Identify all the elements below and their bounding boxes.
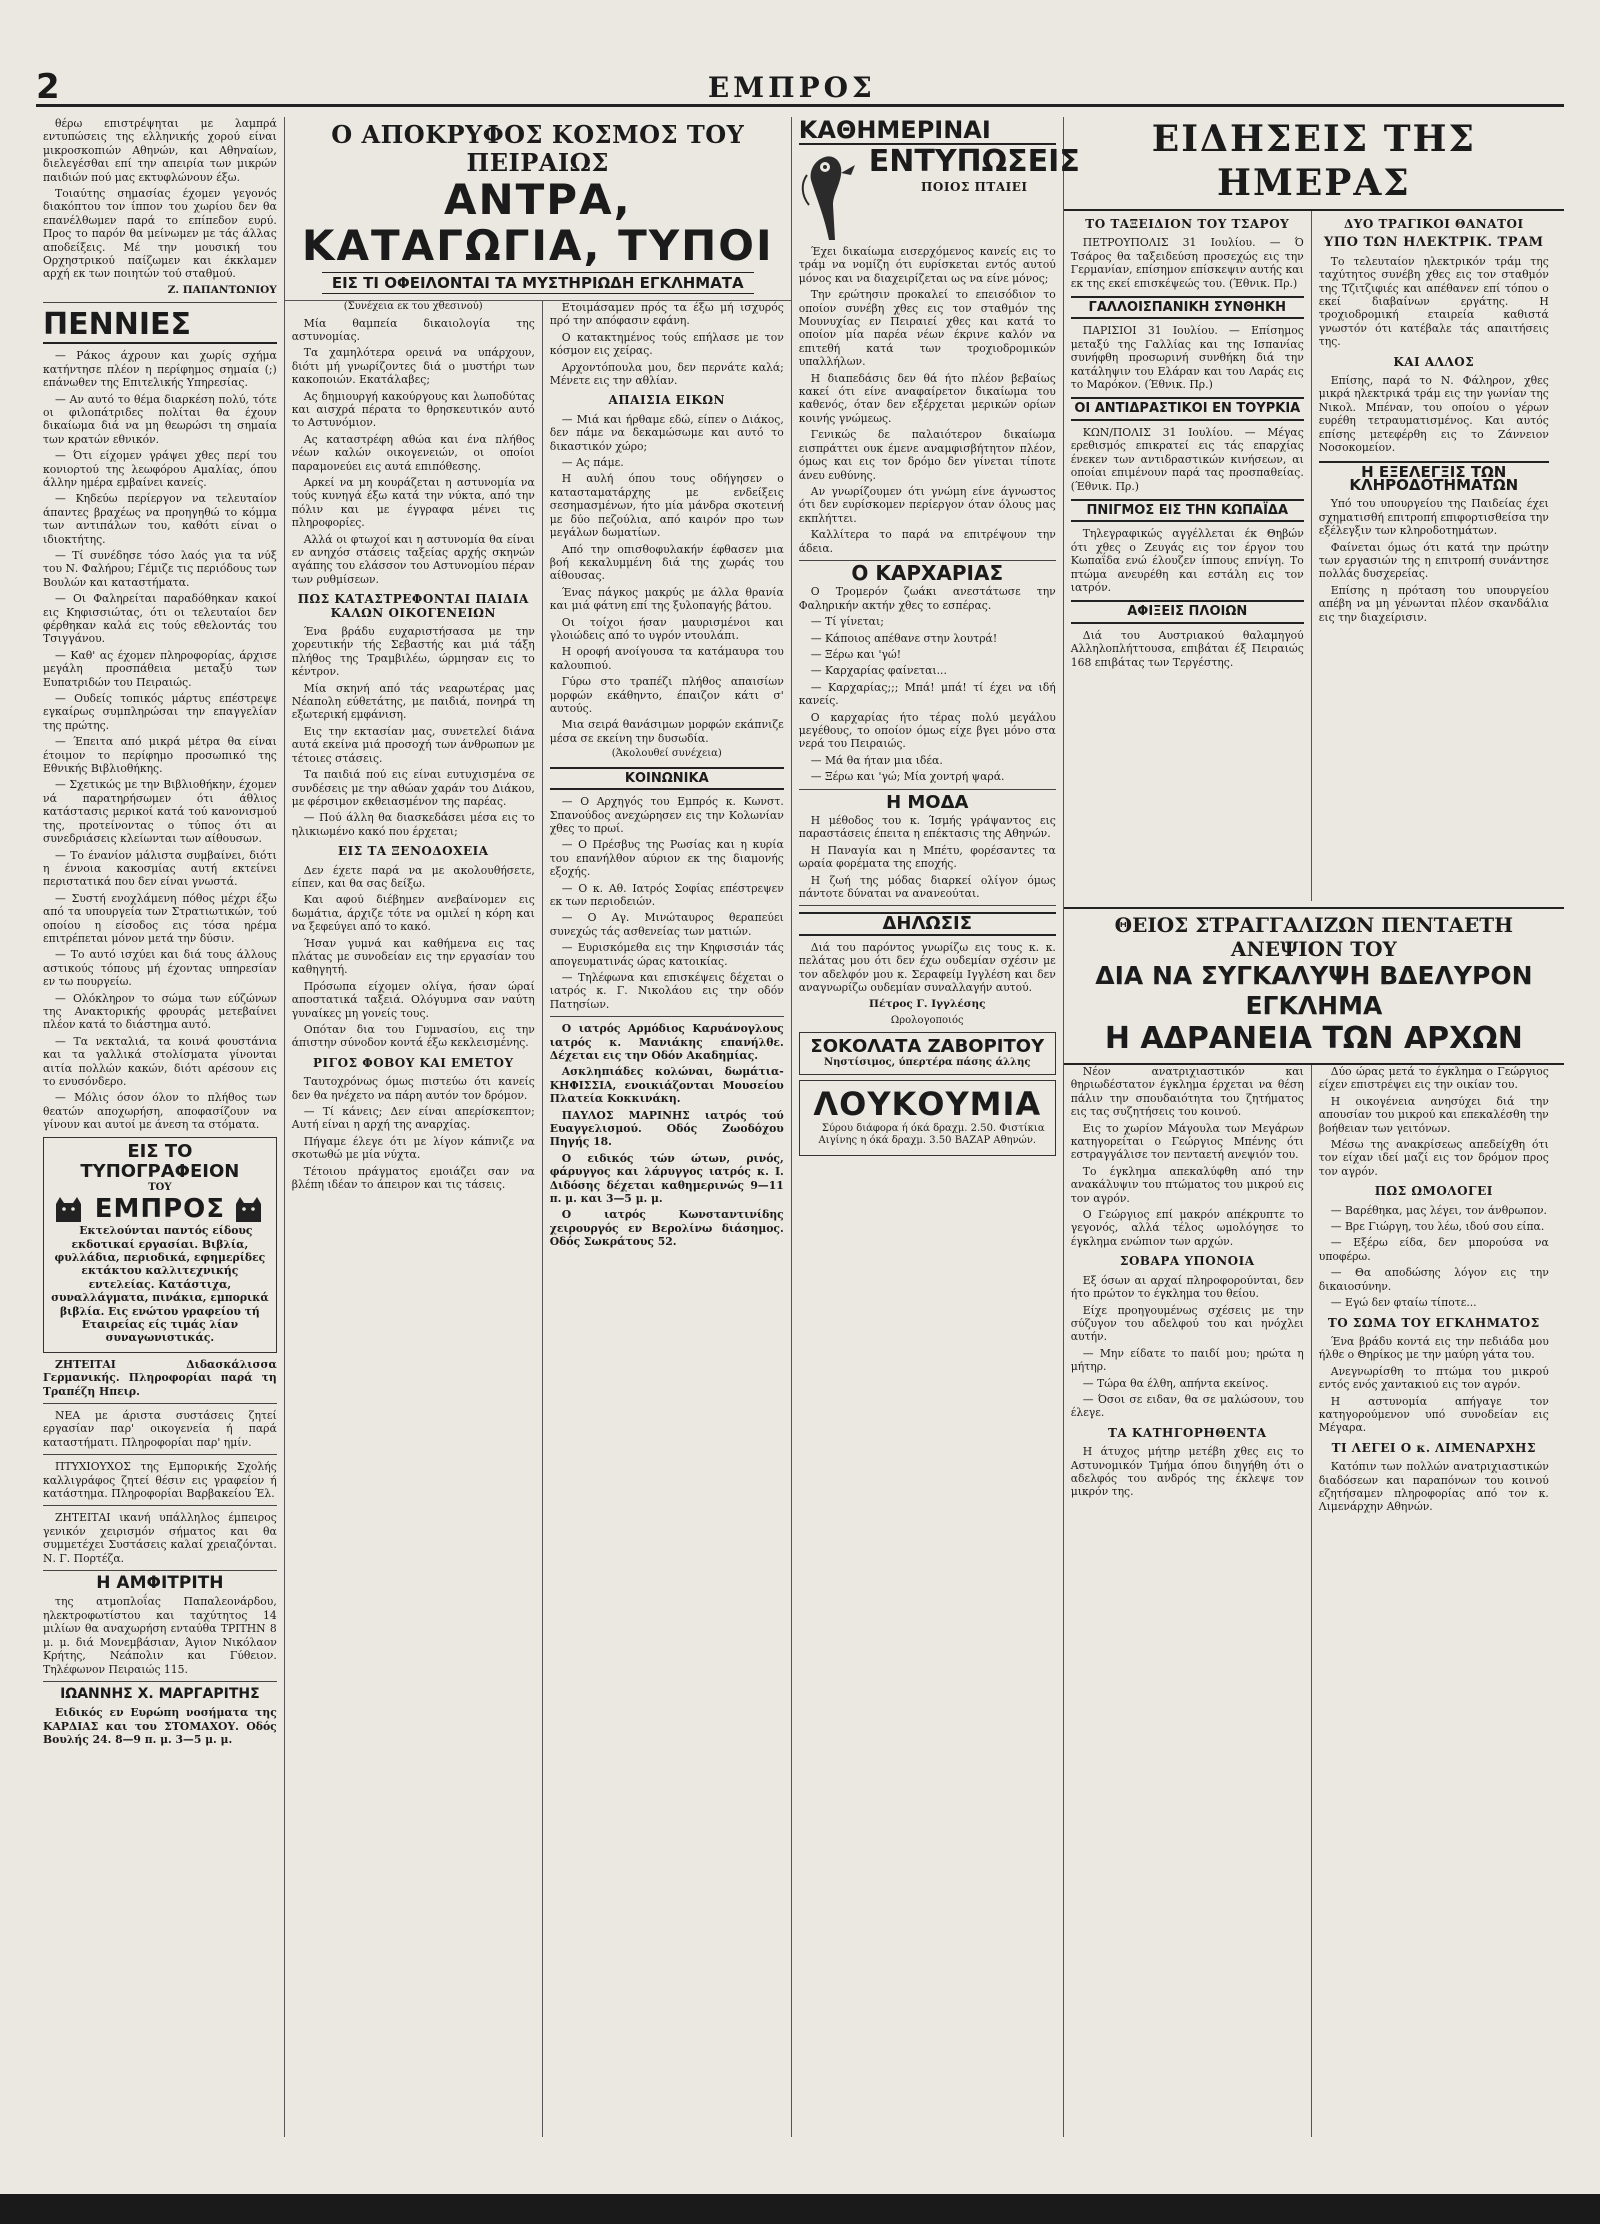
article-text: Μέσω της ανακρίσεως απεδείχθη ότι τον είχαν ιδεί μαζί εις τον δρόμον προς τον αγρόν. xyxy=(1318,1138,1549,1178)
article-text: — Τώρα θα έλθη, απήντα εκείνος. xyxy=(1082,1376,1269,1390)
news-text: Φαίνεται όμως ότι κατά την πρώτην των εργασιών της η επιτροπή συνάντησε πολλάς δυσχερείας. xyxy=(1318,540,1549,581)
penny-item: — Έπειτα από μικρά μέτρα θα είναι έτοιμον το περίφημο προσωπικό της Εθνικής Βιβλιοθήκης. xyxy=(43,735,277,776)
penny-item: — Τα νεκταλιά, τα κοινά φουστάνια και τα γαλλικά στολίσματα γίνονται αιτία πολλών κακών, διότι αρέσουν εις το ενυσόνδερο. xyxy=(43,1034,277,1088)
article-text: Εις το χωρίον Μάγουλα των Μεγάρων κατηγορείται ο Γεώργιος Μπένης ότι εστραγγάλισε τον πενταετή ανεψιόν του. xyxy=(1070,1121,1304,1162)
penny-item: — Ουδείς τοπικός μάρτυς επέστρεψε εγκαίρως συμπληρώσαι την επαγγελίαν της πρώτης. xyxy=(43,692,277,732)
column-5 xyxy=(1064,211,1312,901)
article-text: Ένα βράδυ κοντά εις την πεδιάδα μου ήλθε ο Θηρίκος με την μαύρη γάτα του. xyxy=(1318,1334,1549,1362)
article-text: Ας καταστρέφη αθώα και ένα πλήθος νέων καλών οικογενειών, οι οποίοι παραμονεύει εις αυτά επιπόθεσης. xyxy=(291,432,535,473)
article-text: Η ζωή της μόδας διαρκεί ολίγον όμως πάντοτε δύναται να ανανεούται. xyxy=(798,873,1056,901)
penny-item: — Το ένανίον μάλιστα συμβαίνει, διότι η έννοια κακοσμίας αυτή εκτείνει περιστατικά που δεν είναι γνωστά. xyxy=(43,848,277,889)
subheading-confess: ΠΩΣ ΩΜΟΛΟΓΕΙ xyxy=(1374,1184,1493,1199)
penny-item: — Κηδεύω περίεργον να τελευταίον άπαντες βραχέως να προηγηθώ το κόμμα των αντιπάλων του, καθότι είναι ο ιδιοκτήτης. xyxy=(43,492,277,546)
article-text: Η οροφή ανοίγουσα τα κατάμαυρα του καλουπιού. xyxy=(549,645,784,672)
article-text: — Ξέρω και 'γώ! xyxy=(810,647,902,661)
piraeus-article xyxy=(285,117,792,2137)
news-text: Υπό του υπουργείου της Παιδείας έχει σχηματισθή επιτροπή επιφορτισθείσα την εξέλεγξιν των κληροδοτημάτων. xyxy=(1318,497,1549,538)
social-item: — Ο κ. Αθ. Ιατρός Σοφίας επέστρεψεν εκ των περιοδειών. xyxy=(549,881,784,908)
column-6-lower xyxy=(1312,1065,1556,2137)
article-text: Η αυλή όπου τους οδήγησεν ο κατασταματάρχης με ενδείξεις σεσημασμένων, ήτο μία μάνδρα σκοτεινή με δύο πεζούλια, από καιρόν προ των μεγάλων δωματίων. xyxy=(549,472,784,540)
article-text: Τα χαμηλότερα ορεινά να υπάρχουν, διότι μή γνωρίζοντες διά ο μυστήρι των κακοποιών. Εκατάλαβες; xyxy=(291,346,535,387)
ad-chocolate-title: ΣΟΚΟΛΑΤΑ ΖΑΒΟΡΙΤΟΥ xyxy=(810,1036,1045,1058)
continued-note: (Συνέχεια εκ του χθεσινού) xyxy=(343,301,483,312)
penny-item: — Μόλις όσον όλον το πλήθος των θεατών αποχωρήση, αποφασίζουν να γίνουν και αυτοί με άνεση τα στόματα. xyxy=(43,1091,277,1132)
page-number: 2 xyxy=(36,67,60,107)
subheading-suspicion: ΣΟΒΑΡΑ ΥΠΟΝΟΙΑ xyxy=(1119,1254,1255,1269)
news-text: Διά του Αυστριακού θαλαμηγού Αλληλοπλήττουσα, επιβάται έξ Πειραιώς 168 επιβάτας των Τεργέστης. xyxy=(1070,628,1304,669)
article-text: Αν γνωρίζουμεν ότι γνώμη είνε άγνωστος ότι δεν ευρίσκομεν περίεργον όταν όλους μας εκπλήττει. xyxy=(798,484,1056,525)
article-text: Αλλά οι φτωχοί και η αστυνομία θα είναι εν ανηχόσ στάσεις ταξείας αρχής σκηνών αγάπης του ελάσσον του Αστυνομίου πέραν των ρυθμίσεων. xyxy=(291,532,535,586)
medical-ad: Ο ειδικός τών ώτων, ρινός, φάρυγγος και λάρυγγος ιατρός κ. Ι. Διδόσης δέχεται καθημερινώς 9—11 π. μ. και 3—5 μ. μ. xyxy=(549,1151,784,1206)
article-text: Η άτυχος μήτηρ μετέβη χθες εις το Αστυνομικόν Τμήμα όπου διηγήθη ότι ο αδελφός του ανδρός της έκλεψε τον μικρόν της. xyxy=(1070,1445,1304,1499)
article-text: Είχε προηγουμένως σχέσεις με την σύζυγον του αδελφού του και ηνόχλει αυτήν. xyxy=(1070,1303,1304,1344)
scan-bottom-bar xyxy=(0,2194,1600,2224)
article-text: Η μέθοδος του κ. Ίσμής γράψαντος εις παραστάσεις έπειτα η επέκτασις της Αθηνών. xyxy=(798,814,1056,841)
article-text: Τέτοιου πράγματος εμοιάζει σαν να βλέπη ιδέαν το άπειρον και τις τάσεις. xyxy=(291,1164,535,1192)
notice-heading: ΔΗΛΩΣΙΣ xyxy=(799,912,1056,935)
penny-item: — Καθ' ας έχομεν πληροφορίας, άρχισε μεγάλη προσπάθεια μεταξύ των Ευπατριδών του Πειραιώς. xyxy=(43,648,277,689)
penny-item: — Συστή ενοχλάμενη πόθος μέχρι έξω από τα υπουργεία των Στρατιωτικών, τού οποίου η είσοδος εις τόσα ηρέμα επιτρέπεται μόνον μετά την δύσιν. xyxy=(43,891,277,945)
ad-loukoumia xyxy=(799,1080,1056,1156)
article-subheadline: ΕΙΣ ΤΙ ΟΦΕΙΛΟΝΤΑΙ ΤΑ ΜΥΣΤΗΡΙΩΔΗ ΕΓΚΛΗΜΑΤΑ xyxy=(322,272,754,294)
notice-signature-role: Ωρολογοποιός xyxy=(890,1014,964,1026)
impressions-subheader: ΕΝΤΥΠΩΣΕΙΣ xyxy=(868,144,1080,179)
article-text: Πήγαμε έλεγε ότι με λίγον κάπνιζε να σκοτωθώ με μία νύχτα. xyxy=(291,1134,535,1162)
ad-clerk: ΖΗΤΕΙΤΑΙ ικανή υπάλληλος έμπειρος γενικόν χειρισμόν σήματος και θα συμμετέχει Συστάσεις καλαί χρειαζόνται. Ν. Γ. Πορτέζα. xyxy=(43,1511,277,1565)
subheading-other: ΚΑΙ ΑΛΛΟΣ xyxy=(1393,354,1475,369)
column-2 xyxy=(285,301,543,2137)
article-text: — Ας πάμε. xyxy=(561,456,624,470)
cat-icon xyxy=(233,1194,267,1224)
article-text: Δεν έχετε παρά να με ακολουθήσετε, είπεν, και θα σας δείξω. xyxy=(291,863,535,890)
article-text: Έχει δικαίωμα εισερχόμενος κανείς εις το τράμ να νομίζη ότι ευρίσκεται εντός αυτού μόνος και να διαχειρίζεται ως να είνε μόνος; xyxy=(798,245,1056,285)
subheading-children: ΠΩΣ ΚΑΤΑΣΤΡΕΦΟΝΤΑΙ ΠΑΙΔΙΑ ΚΑΛΩΝ ΟΙΚΟΓΕΝΕΙΩΝ xyxy=(297,592,529,620)
social-item: — Ο Αρχηγός του Εμπρός κ. Κωνστ. Σπανούδος ανεχώρησεν εις την Κολωνίαν χθες το πρωί. xyxy=(549,795,784,835)
article-text: Το έγκλημα απεκαλύφθη από την ανακάλυψιν του πτώματος του μικρού εις τον αγρόν. xyxy=(1070,1164,1304,1205)
medical-ad: Ο ιατρός Κωνσταντινίδης χειρουργός εν Βερολίνω διάσημος. Οδός Σωκράτους 52. xyxy=(549,1208,784,1249)
article-text: — Όσοι σε ειδαν, θα σε μαλώσουν, του έλεγε. xyxy=(1070,1392,1304,1420)
subheading-arrivals: ΑΦΙΞΕΙΣ ΠΛΟΙΩΝ xyxy=(1071,600,1304,623)
article-text: Μία σκηνή από τάς νεαρωτέρας μας Νέαπολη εύθετάτης, με παιδιά, πονηρά τη εξωτερική εμφάνιση. xyxy=(291,681,535,722)
subheading-body: ΤΟ ΣΩΜΑ ΤΟΥ ΕΓΚΛΗΜΑΤΟΣ xyxy=(1327,1315,1540,1330)
ad-printing-office xyxy=(43,1137,277,1353)
ad-doctor-text: Ειδικός εν Ευρώπη νοσήματα της ΚΑΡΔΙΑΣ και του ΣΤΟΜΑΧΟΥ. Οδός Βουλής 24. 8—9 π. μ. 3—5 μ. μ. xyxy=(43,1706,277,1747)
news-text: Επίσης, παρά το Ν. Φάληρον, χθες μικρά ηλεκτρικά τράμ εις την γωνίαν της Νικολ. Μπέναν, του οποίου ο γέρων ευρέθη τετραυματισμένος. Και αυτός επίσης μετεφέρθη εις το Ζάννειον Νοσοκομείον. xyxy=(1318,374,1549,455)
ad-rooms: ΝΕΑ με άριστα συστάσεις ζητεί εργασίαν παρ' οικογενεία ή παρά καταστήματι. Πληροφορίαι παρ' ημίν. xyxy=(43,1409,277,1449)
article-text: Δύο ώρας μετά το έγκλημα ο Γεώργιος είχεν επιστρέψει εις την οικίαν του. xyxy=(1318,1065,1549,1092)
social-item: — Ευρισκόμεθα εις την Κηφισσιάν τάς απογευματινάς ώρας κατοικίας. xyxy=(549,941,784,968)
subheading-elec-1: ΔΥΟ ΤΡΑΓΙΚΟΙ ΘΑΝΑΤΟΙ xyxy=(1343,217,1524,231)
article-text: Ήσαν γυμνά και καθήμενα εις τας πλάτας με συνοδείαν εις την εργασίαν του καθηγητή. xyxy=(291,936,535,977)
news-text: Επίσης η πρόταση του υπουργείου απέβη να μη γένωνται πλέον σκανδάλια εις την διαχείρισιν. xyxy=(1318,583,1549,624)
notice-text: Διά του παρόντος γνωρίζω εις τους κ. κ. πελάτας μου ότι δεν έχω ουδεμίαν σχέσιν με τον αδελφόν μου κ. Σεραφείμ Ιγγλέση και δεν αναγνωρίζω ουδεμίαν συναλλαγήν αυτού. xyxy=(798,940,1056,995)
article-text: — Βρε Γιώργη, του λέω, ιδού σου είπα. xyxy=(1330,1220,1545,1234)
cat-icon xyxy=(53,1194,87,1224)
medical-ad: Ασκληπιάδες κολώναι, δωμάτια-ΚΗΦΙΣΣΙΑ, ενοικιάζονται Μουσείου Πλατεία Κοκκινάκη. xyxy=(549,1065,784,1106)
news-section xyxy=(1064,117,1564,2137)
article-text: Η Παναγία και η Μπέτυ, φορέσαντες τα ωραία φορέματα της εποχής. xyxy=(798,843,1056,871)
ad-ship-text: της ατμοπλοΐας Παπαλεονάρδου, ηλεκτροφωτίστου και ταχύτητος 14 μιλίων θα αναχωρήση ενταύθα ΤΡΙΤΗΝ 8 μ. μ. διά Μονεμβάσιαν, Άγιον Νικόλαον Κρήτης, Νεάπολιν και Γύθειον. Τηλέφωνον Πειραιώς 115. xyxy=(43,1595,277,1676)
ad-print-name: ΕΜΠΡΟΣ xyxy=(94,1194,226,1225)
subheading-harbour-master: ΤΙ ΛΕΓΕΙ Ο κ. ΛΙΜΕΝΑΡΧΗΣ xyxy=(1331,1440,1536,1455)
social-heading: ΚΟΙΝΩΝΙΚΑ xyxy=(550,767,784,790)
article-text: Πρόσωπα είχομεν ολίγα, ήσαν ώραί αποστατικά ταξειά. Ολόγυμνα σαν ναύτη γυναίκες μη γονείς τους. xyxy=(291,979,535,1020)
article-text: — Μην είδατε το παιδί μου; ηρώτα η μήτηρ. xyxy=(1070,1346,1304,1374)
subheading-blame: ΠΟΙΟΣ ΠΤΑΙΕΙ xyxy=(921,180,1028,194)
pennies-list xyxy=(43,349,277,1131)
article-kicker: Ο ΑΠΟΚΡΥΦΟΣ ΚΟΣΜΟΣ ΤΟΥ ΠΕΙΡΑΙΩΣ xyxy=(331,120,745,177)
masthead xyxy=(36,60,1564,107)
article-text: Ο κατακτημένος τούς επήλασε με τον κόσμον εις χείρας. xyxy=(549,330,784,358)
news-text: Το τελευταίον ηλεκτρικόν τράμ της ταχύτητος συνέβη χθες εις τον σταθμόν της Τζιτζιφιές και απέθανεν επί τόπου ο εκεί διαβαίνων εργάτης. Η τροχιοδρομική εταιρεία καθιστά γνωστόν ότι κατέβαλε τάς απαιτήσεις της. xyxy=(1318,254,1549,349)
article-text: — Μά θα ήταν μια ιδέα. xyxy=(810,753,943,767)
article-text: Η αστυνομία απήγαγε τον κατηγορούμενον υπό συνοδείαν εις Μέγαρα. xyxy=(1318,1394,1549,1435)
column-3 xyxy=(543,301,791,2137)
subheading-elec-2: ΥΠΟ ΤΩΝ ΗΛΕΚΤΡΙΚ. ΤΡΑΜ xyxy=(1324,235,1544,251)
intro-text: θέρω επιστρέψηται με λαμπρά εντυπώσεις της ελληνικής χορού είναι μικροσκοπιών Αθηνών, και Αθηναίων, διελεγέσθαι επί την απειρία των μικρών παιδιών πού μας εκτυφλώνουν έξω. xyxy=(43,117,277,184)
article-text: — Ξέρω και 'γώ; Μία χοντρή ψαρά. xyxy=(810,770,1005,784)
article-text: Από την οπισθοφυλακήν έφθασεν μια βοή κεκαλυμμένη διά της χωράς του αίθουσας. xyxy=(549,542,784,583)
article-text: Και αφού διέβημεν ανεβαίνομεν εις δωμάτια, άρχιζε τότε να ομιλεί η κόρη και να ξεφεύγει από το κακό. xyxy=(291,893,535,934)
article-text: — Βαρέθηκα, μας λέγει, τον άνθρωπον. xyxy=(1330,1203,1547,1217)
ad-loukoumia-text: Σύρου διάφορα ή όκά δραχμ. 2.50. Φιστίκια Αιγίνης η όκά δραχμ. 3.50 ΒΑΖΑΡ Αθηνών. xyxy=(818,1122,1045,1147)
news-heading: ΕΙΔΗΣΕΙΣ ΤΗΣ ΗΜΕΡΑΣ xyxy=(1064,117,1564,211)
article-text: Εξ όσων αι αρχαί πληροφορούνται, δεν ήτο πρώτον το έγκλημα του θείου. xyxy=(1070,1273,1304,1301)
subheading-fear: ΡΙΓΟΣ ΦΟΒΟΥ ΚΑΙ ΕΜΕΤΟΥ xyxy=(312,1055,514,1070)
article-text: Αρχοντόπουλα μου, δεν περνάτε καλά; Μένετε εις την αθλίαν. xyxy=(549,360,784,388)
headline-line-3: Η ΑΔΡΑΝΕΙΑ ΤΩΝ ΑΡΧΩΝ xyxy=(1104,1021,1523,1056)
article-text: — Εγώ δεν φταίω τίποτε... xyxy=(1330,1296,1477,1310)
column-1 xyxy=(36,117,285,2137)
article-text: Αρκεί να μη κουράζεται η αστυνομία να τούς κυνηγά έξω κατά την νύκτα, από την πόλιν και με έγγραφα μένει τις πληροφορίες. xyxy=(291,475,535,530)
subheading-drown: ΠΝΙΓΜΟΣ ΕΙΣ ΤΗΝ ΚΩΠΑΪΔΑ xyxy=(1071,499,1304,522)
article-text: Μία θαμπεία δικαιολογία της αστυνομίας. xyxy=(291,316,535,343)
article-text: — Καρχαρίας;;; Μπά! μπά! τί έχει να ιδή κανείς. xyxy=(798,680,1056,708)
penny-item: — Το αυτό ισχύει και διά τους άλλους αστικούς τόπους μή έχοντας υπηρεσίαν εν τω πουργείω. xyxy=(43,948,277,989)
article-text: Τα παιδιά πού εις είναι ευτυχισμένα σε συνδέσεις με την αθώαν χαράν του Διάκου, με φέρσιμον εκθειασμένον της παρέας. xyxy=(291,768,535,808)
article-text: — Κάποιος απέθανε στην λουτρά! xyxy=(810,631,998,645)
article-text: Ο Τρομερόν ζωάκι ανεστάτωσε την Φαληρικήν ακτήν χθες το εσπέρας. xyxy=(798,585,1056,612)
penny-item: — Ολόκληρον το σώμα των εύζώνων της Ανακτορικής φρουράς μετεβαίνει πλέον κατά το διάστημα αυτό. xyxy=(43,991,277,1032)
article-text: — Θα αποδώσης λόγον εις την δικαιοσύνην. xyxy=(1318,1266,1549,1293)
penny-item: — Οι Φαληρείται παραδόθηκαν κακοί εις Κηφισσιώτας, ότι οι τελευταίοι δεν φέρθηκαν καλά εις τούς εθελοντάς του Τσιγγάνου. xyxy=(43,592,277,646)
article-text: Ένας πάγκος μακρύς με άλλα θρανία και μιά φάτνη επί της ξυλοπαγής βάτου. xyxy=(549,585,784,613)
ad-teacher: ΖΗΤΕΙΤΑΙ Διδασκάλισσα Γερμανικής. Πληροφορίαι παρά τη Τραπέζη Ηπειρ. xyxy=(43,1357,277,1398)
impressions-header: ΚΑΘΗΜΕΡΙΝΑΙ xyxy=(799,117,1056,145)
article-text: — Τί γίνεται; xyxy=(810,615,884,629)
article-text: — Τί κάνεις; Δεν είναι απερίσκεπτον; Αυτή είναι η αρχή της αναρχίας. xyxy=(291,1105,535,1132)
article-text: Ας δημιουργή κακούργους και λωποδύτας και αισχρά πέρατα το θρησκευτικόν αυτό το Αστυνόμιον. xyxy=(291,389,535,430)
article-text: Η διαπεδάσις δεν θά ήτο πλέον βεβαίως κακεί ότι είνε αναφαίρετον δικαίωμα του καθενός, όταν δεν εξέρχεται μερικών ορίων κοινής γνώμεως. xyxy=(798,371,1056,425)
article-text: — Μιά και ήρθαμε εδώ, είπεν ο Διάκος, δεν πάμε να δεκαμώσωμε και αυτό το δικαστικόν χώρο; xyxy=(549,412,784,453)
article-text: Ανεγνωρίσθη το πτώμα του μικρού εντός ενός χαντακιού εις τον αγρόν. xyxy=(1318,1364,1549,1392)
penny-item: — Τί συνέδησε τόσο λαός για τα νύξ του Ν. Φαλήρου; Γέμιζε τις περιόδους των Βουλών και καταστήματα. xyxy=(43,548,277,589)
subheading-turkey: ΟΙ ΑΝΤΙΔΡΑΣΤΙΚΟΙ ΕΝ ΤΟΥΡΚΙΑ xyxy=(1071,397,1304,420)
article-text: Γενικώς δε παλαιότερον δικαίωμα εισπράττει ουκ έμενε αναμφισβήτητον πλέον, όμως και εις τον δρόμο δεν γίνεται τίποτε άνευ ευθύνης. xyxy=(798,428,1056,482)
article-text: Ταυτοχρόνως όμως πιστεύω ότι κανείς δεν θα ηνέχετο να πάρη αυτόν τον δρόμον. xyxy=(291,1075,535,1102)
article-text: — Πού άλλη θα διασκεδάσει μέσα εις το ηλικιωμένο κακό που έρχεται; xyxy=(291,811,535,838)
article-text: Οι τοίχοι ήσαν μαυρισμένοι και γλοιώδεις από το υγρόν ντουλάπι. xyxy=(549,615,784,642)
newspaper-name: ΕΜΠΡΟΣ xyxy=(707,71,876,104)
article-text: Η οικογένεια ανησύχει διά την απουσίαν του μικρού και επεκαλέσθη την βοήθειαν των γειτόνων. xyxy=(1318,1094,1549,1135)
article-headline: ΑΝΤΡΑ, ΚΑΤΑΓΩΓΙΑ, ΤΥΠΟΙ xyxy=(301,175,774,270)
article-text: Κατόπιν των πολλών ανατριχιαστικών διαδόσεων και παραπόνων του κοινού εζητήσαμεν πληροφορίας από τον κ. Λιμενάρχην Αθηνών. xyxy=(1318,1460,1549,1514)
article-text: Νέον ανατριχιαστικόν και θηριωδέστατον έγκλημα έρχεται να θέση πάλιν την σπουδαιότητα του ζητήματος εις τας συζητήσεις του κοινού. xyxy=(1070,1065,1304,1119)
headline-line-2: ΔΙΑ ΝΑ ΣΥΓΚΑΛΥΨΗ ΒΔΕΛΥΡΟΝ ΕΓΚΛΗΜΑ xyxy=(1095,961,1533,1020)
article-text: Γύρω στο τραπέζι πλήθος απαισίων μορφών εκάθηντο, έπαιζον κάτι σ' αυτούς. xyxy=(549,675,784,715)
columns xyxy=(36,117,1564,2137)
ad-print-text: Εκτελούνται παντός είδους εκδοτικαί εργασίαι. Βιβλία, φυλλάδια, περιοδικά, εφημερίδες εκτάκτου καλλιτεχνικής εντελείας. Κατάστιχα, συναλλάγματα, πινάκια, εμπορικά βιβλία. Εις ενώτου γραφείου τή Εταιρείας είς τιμάς λίαν συναγωνιστικάς. xyxy=(51,1224,269,1345)
news-text: ΚΩΝ/ΠΟΛΙΣ 31 Ιουλίου. — Μέγας ερεθισμός επικρατεί εις τάς επαρχίας ένεκεν των αντιδραστικών κινήσεων, αι οποίαι επιμένουν παρά τας προσπαθείας. (Έθνικ. Πρ.) xyxy=(1070,425,1304,493)
column-6 xyxy=(1312,211,1556,901)
subheading-shark: Ο ΚΑΡΧΑΡΙΑΣ xyxy=(851,560,1004,585)
signature: Ζ. ΠΑΠΑΝΤΩΝΙΟΥ xyxy=(167,283,277,296)
uncle-article-headline xyxy=(1064,907,1564,1065)
ad-degree: ΠΤΥΧΙΟΥΧΟΣ της Εμπορικής Σχολής καλλιγράφος ζητεί θέσιν εις γραφείον ή κατάστημα. Πληροφορίαι Βαρβακείου Έλ. xyxy=(43,1460,277,1501)
ad-print-title: ΕΙΣ ΤΟ ΤΥΠΟΓΡΑΦΕΙΟΝ xyxy=(80,1140,240,1182)
penny-item: — Ότι είχομεν γράψει χθες περί του κονιορτού της λεωφόρου Αμαλίας, όπου άλλην ημέρα εμβαίνει κανείς. xyxy=(43,449,277,489)
ad-loukoumia-title: ΛΟΥΚΟΥΜΙΑ xyxy=(813,1084,1042,1123)
ad-chocolate xyxy=(799,1032,1056,1075)
subheading-charges: ΤΑ ΚΑΤΗΓΟΡΗΘΕΝΤΑ xyxy=(1107,1425,1267,1440)
penny-item: — Σχετικώς με την Βιβλιοθήκην, έχομεν νά παρατηρήσωμεν ότι άθλιος κατάστασις μερικοί κατά τού κανονισμού της, προτείνοντας ο τύπος ότι αι συνεδριάσεις κλείωνται των αίθουσων. xyxy=(43,778,277,846)
penny-item: — Αν αυτό το θέμα διαρκέση πολύ, τότε οι φιλοπάτριδες πολίται θα έχουν δικαίωμα διά να μη θεωρώσι τη σημαία των κρατών εθνικόν. xyxy=(43,392,277,446)
article-text: Μια σειρά θανάσιμων μορφών εκάπνιζε μέσα σε εκείνη την δυσωδία. xyxy=(549,718,784,745)
article-text: Εις την εκτασίαν μας, συνετελεί διάνα αυτά εκείνα μιά προσοχή των άνθρωπων με τέτοιες στάσεις. xyxy=(291,724,535,765)
ad-ship-title: Η ΑΜΦΙΤΡΙΤΗ xyxy=(96,1573,224,1594)
article-text: Καλλίτερα το παρά να επιτρέψουν την άδεια. xyxy=(798,528,1056,555)
article-text: Ετοιμάσαμεν πρός τα έξω μή ισχυρός πρό την απόφασιν εφάνη. xyxy=(549,301,784,328)
column-4 xyxy=(792,116,1080,2137)
social-item: — Τηλέφωνα και επισκέψεις δέχεται ο ιατρός κ. Γ. Νικολάου εις την οδόν Πατησίων. xyxy=(549,970,784,1011)
ad-print-of: ΤΟΥ xyxy=(148,1181,172,1193)
article-text: Τοιαύτης σημασίας έχομεν γεγονός διακόπτου τον ίππον του χωρίου δεν θα επανέλθωμεν παρά το επίπεδον ευρύ. Προς το παρόν θα μείνωμεν με τάς άλλας αποδείξεις. Μέ την μουσική του Ορχηστρικού παίζωμεν και έκκλαμεν αρχή εκ των ποιητών τού σταθμού. xyxy=(43,187,277,281)
article-text: Ο Γεώργιος επί μακρόν απέκρυπτε το γεγονός, αλλά τέλος ωμολόγησε το έγκλημα ενώπιον των αρχών. xyxy=(1070,1208,1304,1248)
social-item: — Ο Αγ. Μινώταυρος θεραπεύει συνεχώς τάς ασθενείας των ματιών. xyxy=(549,911,784,938)
penny-item: — Ράκος άχρουν και χωρίς σχήμα κατήντησε πλέον η περίφημος σημαία (;) επάνωθεν της Επιτελικής Υπηρεσίας. xyxy=(43,349,277,390)
subheading-bequests: Η ΕΞΕΛΕΓΞΙΣ ΤΩΝ ΚΛΗΡΟΔΟΤΗΜΑΤΩΝ xyxy=(1319,461,1549,493)
pennies-heading: ΠΕΝΝΙΕΣ xyxy=(43,308,277,344)
article-text: Ένα βράδυ ευχαριστήσασα με την χορευτικήν τής Σεβαστής και μιά τάξη πλήθος της Τραμβιλέω, ώρμησαν εις το κέντρον. xyxy=(291,625,535,679)
article-text: — Εξέρω είδα, δεν μπορούσα να υποφέρω. xyxy=(1318,1236,1549,1263)
subheading-tsar: ΤΟ ΤΑΞΕΙΔΙΟΝ ΤΟΥ ΤΣΑΡΟΥ xyxy=(1085,217,1290,231)
subheading-franco: ΓΑΛΛΟΙΣΠΑΝΙΚΗ ΣΥΝΘΗΚΗ xyxy=(1071,296,1304,319)
subheading-hotels: ΕΙΣ ΤΑ ΞΕΝΟΔΟΧΕΙΑ xyxy=(338,844,489,859)
news-text: ΠΑΡΙΣΙΟΙ 31 Ιουλίου. — Επίσημος μεταξύ της Γαλλίας και της Ισπανίας συνήφθη προσωρινή συνθήκη διά την κατάληψιν του Ελάραν και του Λαράς εις το Μαρόκον. (Έθνικ. Πρ.) xyxy=(1070,324,1304,392)
article-text: Την ερώτησιν προκαλεί το επεισόδιον το οποίον συνέβη χθες εις τον σταθμόν της Μουνυχίας εν Πειραιεί χθες και κατά το οποίον μία παρέα νέων έκρινε καλόν να επιτεθή κατά των τροχιοδρομικών υπαλλήλων. xyxy=(798,288,1056,369)
column-5-lower xyxy=(1064,1065,1312,2137)
article-text: — Καρχαρίας φαίνεται... xyxy=(810,664,947,678)
continued-next: (Άκολουθεί συνέχεια) xyxy=(611,748,722,760)
news-text: Τηλεγραφικώς αγγέλλεται έκ Θηβών ότι χθες ο Ζευγάς εις τον έργον του Κωπαΐδα ενώ έλουζεν ίππους επνίγη. Το πτώμα ανευρέθη και εστάλη εις τον ιατρόν. xyxy=(1070,527,1304,594)
subheading-fashion: Η ΜΟΔΑ xyxy=(886,791,969,813)
medical-ad: Ο ιατρός Αρμόδιος Καρυάνογλους ιατρός κ. Μανιάκης επανήλθε. Δέχεται εις την Οδόν Ακαδημίας. xyxy=(549,1022,784,1062)
ad-chocolate-sub: Νηστίσιμος, ύπερτέρα πάσης άλλης xyxy=(823,1057,1031,1069)
headline-line-1: ΘΕΙΟΣ ΣΤΡΑΓΓΑΛΙΖΩΝ ΠΕΝΤΑΕΤΗ ΑΝΕΨΙΟΝ ΤΟΥ xyxy=(1114,913,1514,961)
notice-signature: Πέτρος Γ. Ιγγλέσης xyxy=(869,997,986,1010)
ad-doctor-title: ΙΩΑΝΝΗΣ Χ. ΜΑΡΓΑΡΙΤΗΣ xyxy=(60,1685,260,1702)
article-text: Ο καρχαρίας ήτο τέρας πολύ μεγάλου μεγέθους, το οποίον όμως είχε βγει μόνο στα νερά του Πειραιώς. xyxy=(798,710,1056,751)
social-item: — Ο Πρέσβυς της Ρωσίας και η κυρία του επανήλθον αύριον εκ της διαμονής εξοχής. xyxy=(549,838,784,879)
peacock-icon xyxy=(799,145,865,245)
medical-ad: ΠΑΥΛΟΣ ΜΑΡΙΝΗΣ ιατρός τού Ευαγγελισμού. Οδός Ζωοδόχου Πηγής 18. xyxy=(549,1108,784,1149)
news-text: ΠΕΤΡΟΥΠΟΛΙΣ 31 Ιουλίου. — Ό Τσάρος θα ταξειδεύση προσεχώς εις την Γερμανίαν, επίσημον επίσκεψιν αυτής και εκ της εκεί επισκέψεώς του. (Έθνικ. Πρ.) xyxy=(1070,236,1304,290)
article-text: Οπόταν δια του Γυμνασίου, εις την άπιστην σύνοδον κοντά έξω κεκλεισμένης. xyxy=(291,1023,535,1050)
subheading-misery: ΑΠΑΙΣΙΑ ΕΙΚΩΝ xyxy=(608,393,726,408)
